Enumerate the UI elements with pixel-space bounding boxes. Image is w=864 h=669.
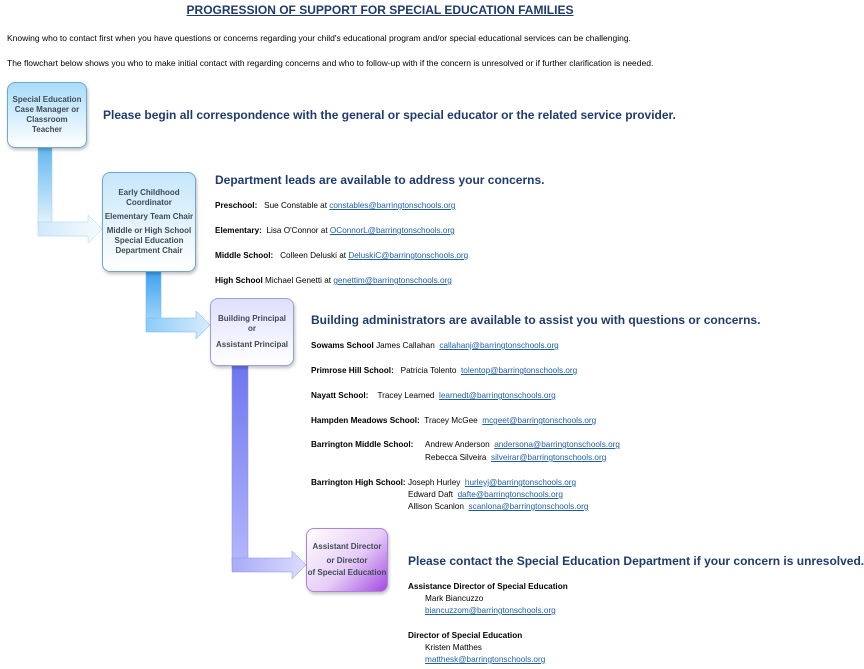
page-title: PROGRESSION OF SUPPORT FOR SPECIAL EDUCATION FAMILIES [186, 3, 574, 17]
step3-box-line: or [248, 324, 256, 333]
contact-email-link[interactable]: constables@barringtonschools.org [329, 201, 456, 210]
role-email-row [425, 655, 545, 664]
school-admin-row [408, 478, 576, 487]
admin-email-link[interactable]: dafte@barringtonschools.org [457, 490, 563, 499]
school-label: Nayatt School: [311, 391, 369, 400]
step4-box-director [306, 528, 388, 592]
role-title-text: Assistance Director of Special Education [408, 582, 568, 591]
school-label: Barrington Middle School: [311, 440, 414, 449]
step3-box-line: Assistant Principal [215, 340, 289, 349]
intro-paragraph-2: The flowchart below shows you who to make initial contact with regarding concerns and who to follow-up with if the concern is unresolved or if further clarification is needed. [7, 58, 654, 68]
admin-name: Tracey Learned [377, 391, 435, 400]
role-title [408, 582, 568, 591]
contact-row [215, 276, 452, 285]
role-email-row [425, 606, 556, 615]
role-name: Mark Biancuzzo [425, 594, 484, 603]
arrow-step2-to-step3 [146, 272, 210, 339]
step4-heading: Please contact the Special Education Department if your concern is unresolved. [408, 554, 864, 568]
contact-name: Colleen Deluski at [280, 251, 347, 260]
school-admin-row [408, 502, 588, 511]
step1-box-line: Case Manager or [14, 105, 80, 114]
admin-name: Allison Scanlon [408, 502, 464, 511]
school-row [311, 478, 406, 487]
step3-box-building-principal [210, 298, 294, 366]
school-label: Barrington High School: [311, 478, 406, 487]
admin-email-link[interactable]: hurleyj@barringtonschools.org [464, 478, 577, 487]
school-row [311, 440, 413, 449]
school-row [311, 366, 577, 375]
school-label: Primrose Hill School: [311, 366, 394, 375]
school-admin-row [425, 453, 606, 462]
step4-box-line: or Director [326, 556, 368, 565]
school-label: Hampden Meadows School: [311, 416, 420, 425]
admin-name: Rebecca Silveira [425, 453, 487, 462]
contact-email-link[interactable]: DeluskiC@barringtonschools.org [348, 251, 469, 260]
contact-name: Michael Genetti at [265, 276, 332, 285]
step2-heading: Department leads are available to address your concerns. [215, 173, 545, 187]
step4-box-line: Assistant Director [312, 542, 382, 551]
admin-email-link[interactable]: callahanj@barringtonschools.org [439, 341, 559, 350]
role-title-text: Director of Special Education [408, 631, 523, 640]
admin-name: Patricia Tolento [400, 366, 457, 375]
contact-label: Preschool: [215, 201, 258, 210]
admin-name: Joseph Hurley [408, 478, 461, 487]
step1-heading: Please begin all correspondence with the general or special educator or the related service provider. [103, 108, 676, 122]
arrow-step3-to-step4 [232, 366, 306, 579]
school-row [311, 416, 596, 425]
school-admin-row [408, 490, 563, 499]
school-row [311, 341, 559, 350]
step2-box-line: Coordinator [126, 198, 172, 207]
step2-box-line: Early Childhood [118, 188, 180, 197]
step2-box-department-leads [102, 172, 196, 272]
school-label: Sowams School [311, 341, 374, 350]
contact-label: High School [215, 276, 263, 285]
contact-row [215, 226, 455, 235]
arrow-step1-to-step2 [38, 146, 102, 243]
admin-email-link[interactable]: learnedt@barringtonschools.org [439, 391, 556, 400]
school-admin-row [425, 440, 620, 449]
contact-label: Elementary: [215, 226, 262, 235]
admin-email-link[interactable]: silveirar@barringtonschools.org [491, 453, 607, 462]
role-email-link[interactable]: matthesk@barringtonschools.org [425, 655, 546, 664]
admin-name: Edward Daft [408, 490, 454, 499]
admin-name: Tracey McGee [424, 416, 478, 425]
step4-box-line: of Special Education [307, 568, 387, 577]
admin-email-link[interactable]: scanlona@barringtonschools.org [468, 502, 589, 511]
contact-label: Middle School: [215, 251, 274, 260]
role-email-link[interactable]: biancuzzom@barringtonschools.org [425, 606, 556, 615]
contact-email-link[interactable]: OConnorL@barringtonschools.org [329, 226, 455, 235]
step1-box-line: Classroom [26, 115, 68, 124]
admin-email-link[interactable]: mcgeet@barringtonschools.org [482, 416, 597, 425]
step3-heading: Building administrators are available to assist you with questions or concerns. [311, 313, 761, 327]
contact-email-link[interactable]: genettim@barringtonschools.org [333, 276, 452, 285]
step1-box-line: Special Education [12, 95, 82, 104]
admin-name: James Callahan [376, 341, 435, 350]
role-title [408, 631, 522, 640]
admin-name: Andrew Anderson [425, 440, 490, 449]
step2-box-line: Special Education [114, 236, 184, 245]
step2-box-line: Elementary Team Chair [104, 212, 194, 221]
school-row [311, 391, 556, 400]
step1-box-case-manager [7, 82, 87, 148]
contact-row [215, 201, 455, 210]
admin-email-link[interactable]: tolentop@barringtonschools.org [461, 366, 578, 375]
step2-box-line: Middle or High School [106, 226, 192, 235]
intro-paragraph-1: Knowing who to contact first when you have questions or concerns regarding your child's educational program and/or special educational services can be challenging. [7, 33, 631, 43]
admin-email-link[interactable]: andersona@barringtonschools.org [494, 440, 620, 449]
step3-box-line: Building Principal [217, 314, 286, 323]
contact-name: Sue Constable at [264, 201, 327, 210]
contact-name: Lisa O'Connor at [266, 226, 328, 235]
role-name: Kristen Matthes [425, 643, 482, 652]
step2-box-line: Department Chair [115, 246, 183, 255]
step1-box-line: Teacher [31, 125, 63, 134]
contact-row [215, 251, 468, 260]
